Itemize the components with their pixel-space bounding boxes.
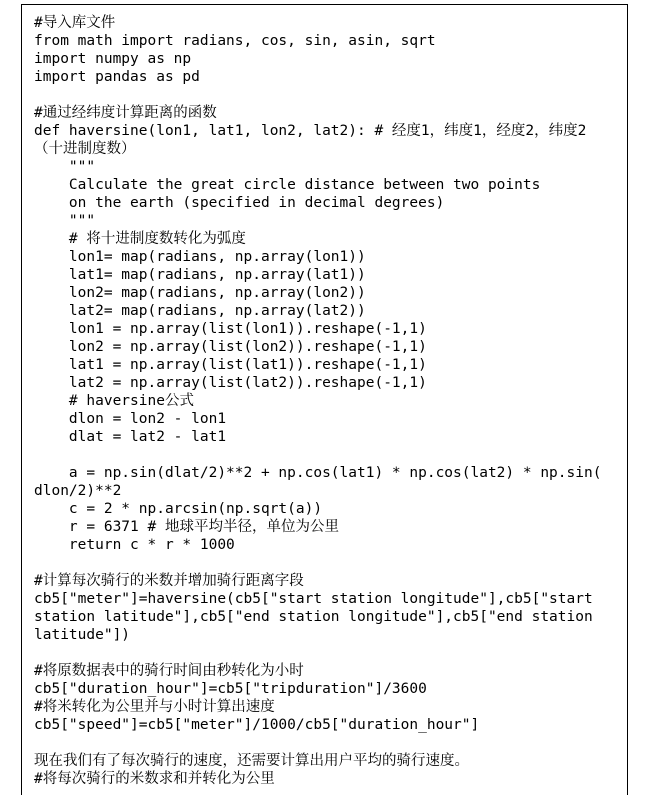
- code-line: [34, 554, 619, 572]
- code-line: lat1 = np.array(list(lat1)).reshape(-1,1): [34, 357, 427, 373]
- code-line: lat1= map(radians, np.array(lat1)): [34, 267, 366, 283]
- code-line: [34, 86, 619, 104]
- code-line: dlon/2)**2: [34, 483, 122, 499]
- code-line: """: [34, 159, 96, 175]
- code-line: import pandas as pd: [34, 69, 200, 85]
- code-line: cb5["meter"]=haversine(cb5["start station longitude"],cb5["start: [34, 591, 593, 607]
- code-line: c = 2 * np.arcsin(np.sqrt(a)): [34, 501, 323, 517]
- code-line: #将每次骑行的米数求和并转化为公里: [34, 771, 275, 787]
- code-line: on the earth (specified in decimal degrees): [34, 195, 445, 211]
- code-line: r = 6371 # 地球平均半径，单位为公里: [34, 519, 339, 535]
- code-line: cb5["duration_hour"]=cb5["tripduration"]/3600: [34, 681, 427, 697]
- code-line: #将原数据表中的骑行时间由秒转化为小时: [34, 663, 304, 679]
- code-line: #计算每次骑行的米数并增加骑行距离字段: [34, 573, 304, 589]
- code-line: lon1= map(radians, np.array(lon1)): [34, 249, 366, 265]
- code-line: from math import radians, cos, sin, asin, sqrt: [34, 33, 436, 49]
- code-line: def haversine(lon1, lat1, lon2, lat2): # 经度1，纬度1，经度2，纬度2: [34, 123, 587, 139]
- code-line: [34, 644, 619, 662]
- code-line: dlat = lat2 - lat1: [34, 429, 227, 445]
- code-line: #通过经纬度计算距离的函数: [34, 105, 217, 121]
- code-line: import numpy as np: [34, 51, 192, 67]
- code-line: # 将十进制度数转化为弧度: [34, 231, 246, 247]
- code-line: [34, 446, 619, 464]
- code-line: lon2= map(radians, np.array(lon2)): [34, 285, 366, 301]
- code-line: Calculate the great circle distance between two points: [34, 177, 541, 193]
- code-line: lon2 = np.array(list(lon2)).reshape(-1,1): [34, 339, 427, 355]
- code-line: （十进制度数）: [34, 141, 136, 157]
- code-line: lat2 = np.array(list(lat2)).reshape(-1,1): [34, 375, 427, 391]
- code-line: cb5["speed"]=cb5["meter"]/1000/cb5["duration_hour"]: [34, 717, 480, 733]
- code-line: # haversine公式: [34, 393, 194, 409]
- code-line: lon1 = np.array(list(lon1)).reshape(-1,1): [34, 321, 427, 337]
- code-line: return c * r * 1000: [34, 537, 235, 553]
- code-line: [34, 734, 619, 752]
- code-line: station latitude"],cb5["end station longitude"],cb5["end station: [34, 609, 593, 625]
- code-line: a = np.sin(dlat/2)**2 + np.cos(lat1) * np.cos(lat2) * np.sin(: [34, 465, 602, 481]
- code-line: latitude"]): [34, 627, 131, 643]
- code-line: """: [34, 213, 96, 229]
- code-block: [34, 14, 619, 788]
- code-line: lat2= map(radians, np.array(lat2)): [34, 303, 366, 319]
- code-line: #将米转化为公里并与小时计算出速度: [34, 699, 275, 715]
- code-line: 现在我们有了每次骑行的速度，还需要计算出用户平均的骑行速度。: [34, 753, 469, 769]
- code-line: dlon = lon2 - lon1: [34, 411, 227, 427]
- code-line: #导入库文件: [34, 15, 116, 31]
